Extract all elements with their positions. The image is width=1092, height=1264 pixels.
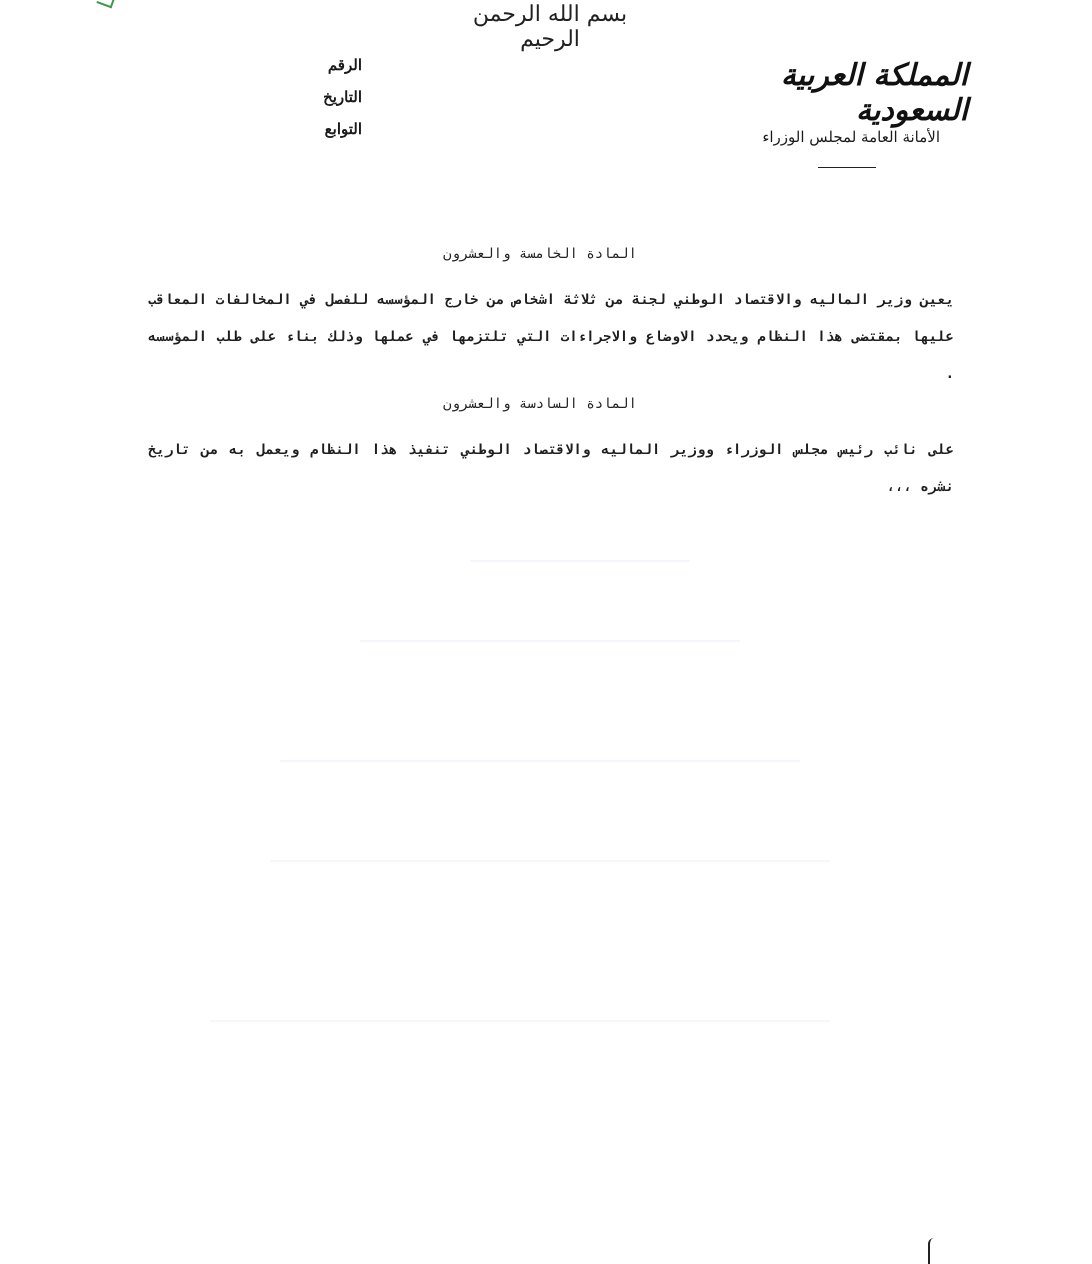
bleed-through-line (270, 860, 830, 862)
margin-mark (928, 1238, 938, 1264)
attachments-label: التوابع (324, 120, 362, 138)
letterhead-secretariat: الأمانة العامة لمجلس الوزراء (762, 128, 940, 146)
reference-block (250, 52, 362, 148)
corner-check-mark (96, 0, 115, 8)
letterhead-kingdom: المملكة العربية السعودية (780, 58, 968, 128)
letterhead-divider (818, 167, 876, 168)
bleed-through-line (360, 640, 740, 642)
number-label: الرقم (327, 56, 362, 74)
basmala: بسم الله الرحمن الرحيم (472, 2, 628, 52)
bleed-through-line (210, 1020, 830, 1022)
article-heading: المادة الخامسة والعشرون (443, 246, 637, 262)
bleed-through-line (280, 760, 800, 762)
date-label: التاريخ (323, 88, 362, 106)
article-body: يعين وزير الماليه والاقتصاد الوطني لجنة من ثلاثة اشخاص من خارج المؤسسه للفصل في المخالفات المعاقب عليها بمقتضى هذا النظام ويحدد الاوضاع والاجراءات التي تلتزمها في عملها وذلك بناء على طلب المؤسسه . (148, 292, 954, 382)
bleed-through-line (470, 560, 690, 562)
article-heading: المادة السادسة والعشرون (443, 396, 637, 412)
article-body: على نائب رئيس مجلس الوزراء ووزير الماليه والاقتصاد الوطني تنفيذ هذا النظام ويعمل به من تاريخ نشره ،،، (148, 442, 954, 495)
